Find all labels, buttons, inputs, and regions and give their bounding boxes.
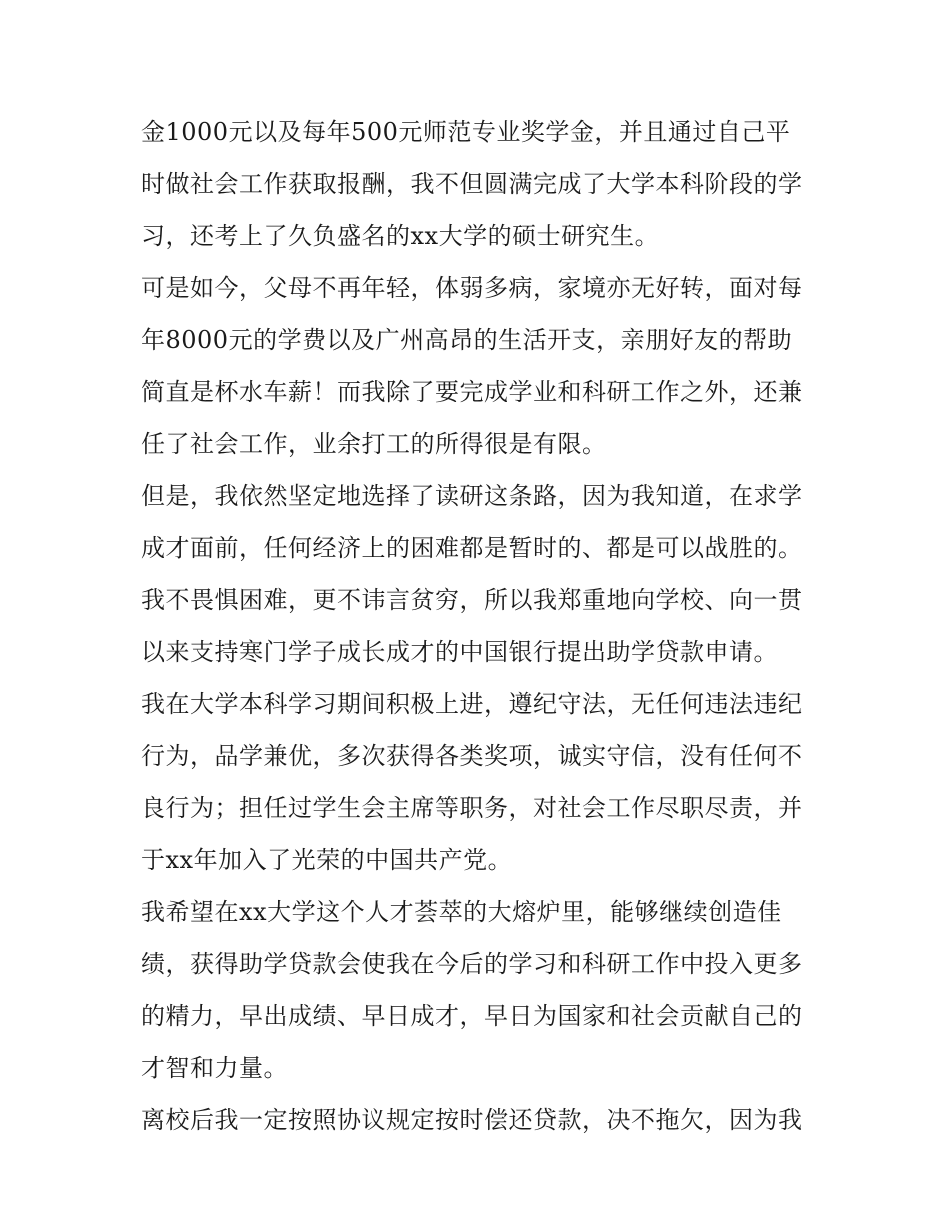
text-line: 绩，获得助学贷款会使我在今后的学习和科研工作中投入更多 [141, 950, 803, 978]
text-line: 金1000元以及每年500元师范专业奖学金，并且通过自己平 [141, 118, 791, 146]
text-line: 离校后我一定按照协议规定按时偿还贷款，决不拖欠，因为我 [141, 1106, 803, 1134]
text-line: 我希望在xx大学这个人才荟萃的大熔炉里，能够继续创造佳 [141, 898, 782, 926]
text-line: 习，还考上了久负盛名的xx大学的硕士研究生。 [141, 222, 660, 250]
text-line: 时做社会工作获取报酬，我不但圆满完成了大学本科阶段的学 [141, 170, 803, 198]
text-line: 于xx年加入了光荣的中国共产党。 [141, 846, 513, 874]
paragraph-record [141, 678, 817, 886]
text-line: 我在大学本科学习期间积极上进，遵纪守法，无任何违法违纪 [141, 690, 803, 718]
paragraph-determination [141, 470, 817, 574]
text-line: 任了社会工作，业余打工的所得很是有限。 [141, 430, 607, 458]
paragraph-scholarship [141, 106, 817, 262]
text-line: 我不畏惧困难，更不讳言贫穷，所以我郑重地向学校、向一贯 [141, 586, 803, 614]
text-line: 才智和力量。 [141, 1054, 288, 1082]
text-line: 年8000元的学费以及广州高昂的生活开支，亲朋好友的帮助 [141, 326, 793, 354]
text-line: 简直是杯水车薪！而我除了要完成学业和科研工作之外，还兼 [141, 378, 803, 406]
text-line: 以来支持寒门学子成长成才的中国银行提出助学贷款申请。 [141, 638, 778, 666]
paragraph-repayment [141, 1094, 817, 1146]
text-line: 的精力，早出成绩、早日成才，早日为国家和社会贡献自己的 [141, 1002, 803, 1030]
text-line: 成才面前，任何经济上的困难都是暂时的、都是可以战胜的。 [141, 534, 803, 562]
document-body [141, 106, 817, 1146]
paragraph-loan-request [141, 574, 817, 678]
text-line: 可是如今，父母不再年轻，体弱多病，家境亦无好转，面对每 [141, 274, 803, 302]
paragraph-aspiration [141, 886, 817, 1094]
text-line: 但是，我依然坚定地选择了读研这条路，因为我知道，在求学 [141, 482, 803, 510]
paragraph-family-situation [141, 262, 817, 470]
text-line: 良行为；担任过学生会主席等职务，对社会工作尽职尽责，并 [141, 794, 803, 822]
text-line: 行为，品学兼优，多次获得各类奖项，诚实守信，没有任何不 [141, 742, 803, 770]
